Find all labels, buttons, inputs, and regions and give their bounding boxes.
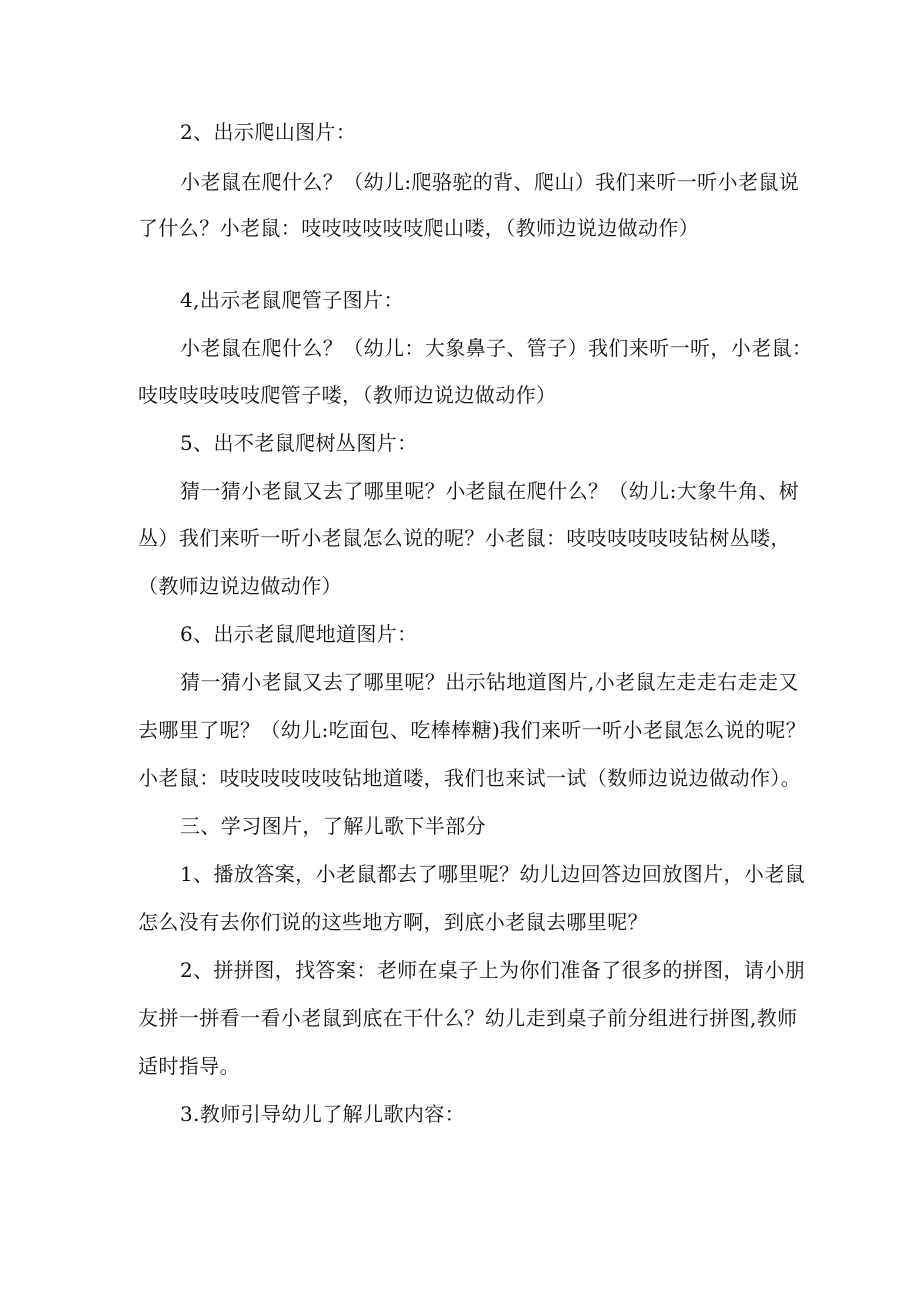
paragraph-line: 小老鼠在爬什么？（幼儿：大象鼻子、管子）我们来听一听，小老鼠： [180,336,813,360]
section-heading-three: 三、学习图片，了解儿歌下半部分 [180,814,486,838]
paragraph-line: 1、播放答案，小老鼠都去了哪里呢？幼儿边回答边回放图片，小老鼠 [180,862,806,886]
paragraph-line: 了什么？小老鼠：吱吱吱吱吱吱爬山喽，（教师边说边做动作） [138,216,700,240]
paragraph-line: 友拼一拼看一看小老鼠到底在干什么？幼儿走到桌子前分组进行拼图,教师 [138,1006,798,1030]
paragraph-line: 小老鼠：吱吱吱吱吱吱钻地道喽，我们也来试一试（数师边说边做动作）。 [138,766,802,790]
paragraph-line: 吱吱吱吱吱吱爬管子喽，（教师边说边做动作） [138,383,557,407]
paragraph-line: （教师边说边做动作） [138,574,342,598]
paragraph-line: 猜一猜小老鼠又去了哪里呢？小老鼠在爬什么？（幼儿:大象牛角、树 [180,479,800,503]
paragraph-line: 怎么没有去你们说的这些地方啊，到底小老鼠去哪里呢？ [138,910,648,934]
heading-step-6: 6、出示老鼠爬地道图片： [180,622,418,646]
heading-step-3: 3.教师引导幼儿了解儿歌内容： [180,1102,466,1126]
paragraph-line: 小老鼠在爬什么？（幼儿:爬骆驼的背、爬山）我们来听一听小老鼠说 [180,170,800,194]
paragraph-line: 猜一猜小老鼠又去了哪里呢？出示钻地道图片,小老鼠左走走右走走又 [180,670,799,694]
paragraph-line: 丛）我们来听一听小老鼠怎么说的呢？小老鼠：吱吱吱吱吱吱钻树丛喽， [138,526,791,550]
heading-step-4: 4,出示老鼠爬管子图片： [180,288,404,312]
paragraph-line: 2、拼拼图，找答案：老师在桌子上为你们准备了很多的拼图，请小朋 [180,958,806,982]
heading-step-2: 2、出示爬山图片： [180,120,357,144]
heading-step-5: 5、出不老鼠爬树丛图片： [180,431,418,455]
paragraph-line: 适时指导。 [138,1054,240,1078]
paragraph-line: 去哪里了呢？（幼儿:吃面包、吃棒棒糖)我们来听一听小老鼠怎么说的呢？ [138,718,807,742]
